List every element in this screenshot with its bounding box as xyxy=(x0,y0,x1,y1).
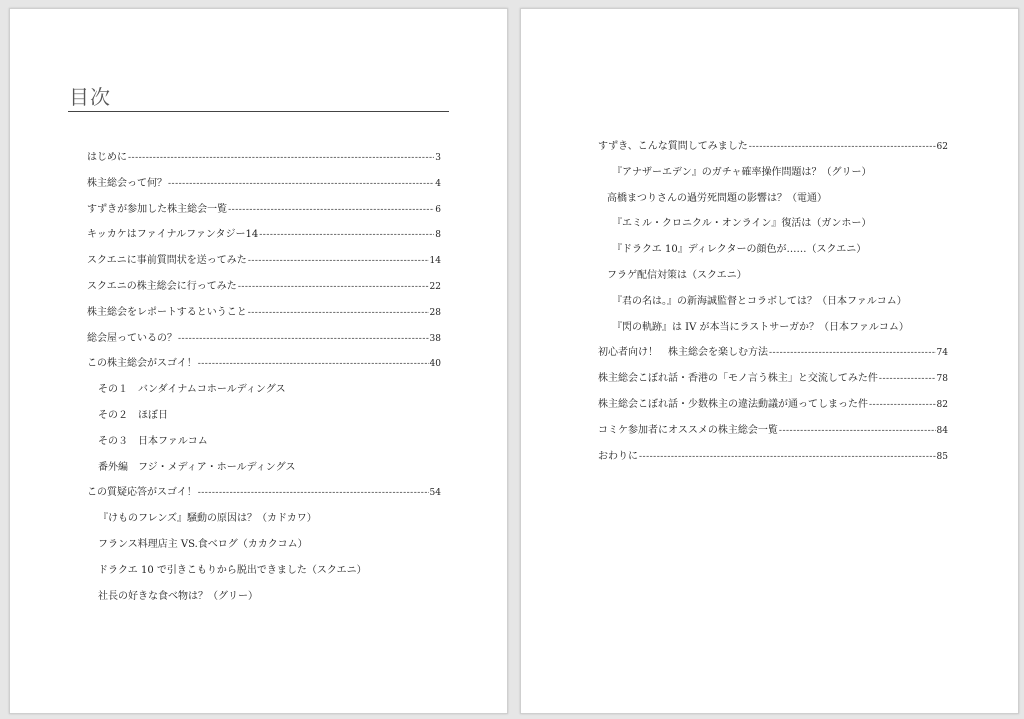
toc-entry-label: 株主総会をレポートするということ xyxy=(87,306,247,318)
right-page xyxy=(520,8,1019,714)
dot-leader xyxy=(168,172,434,197)
toc-list-left xyxy=(87,145,441,609)
toc-entry-page: 40 xyxy=(429,359,441,370)
toc-subentry[interactable] xyxy=(87,558,441,584)
toc-subentry[interactable] xyxy=(598,289,948,315)
toc-subentry-label: その１ バンダイナムコホールディングス xyxy=(98,384,286,396)
dot-leader xyxy=(879,367,936,392)
toc-entry-page: 84 xyxy=(936,425,948,436)
toc-entry-page: 22 xyxy=(429,281,441,292)
dot-leader xyxy=(639,445,936,470)
toc-entry-label: 初心者向け！ 株主総会を楽しむ方法 xyxy=(598,347,768,359)
toc-entry-label: スクエニの株主総会に行ってみた xyxy=(87,280,237,292)
dot-leader xyxy=(869,393,936,418)
toc-entry-label: すずきが参加した株主総会一覧 xyxy=(87,203,228,215)
toc-subentry[interactable] xyxy=(598,186,948,212)
toc-subentry-label: その２ ほぼ日 xyxy=(98,409,168,421)
toc-subentry-label: 『エミル・クロニクル・オンライン』復活は（ガンホー） xyxy=(612,218,872,230)
toc-subentry[interactable] xyxy=(598,263,948,289)
toc-subentry-label: その３ 日本ファルコム xyxy=(98,435,208,447)
toc-entry-label: キッカケはファイナルファンタジー14 xyxy=(87,229,259,241)
toc-list-right xyxy=(598,134,948,469)
toc-entry[interactable] xyxy=(87,300,441,326)
toc-subentry[interactable] xyxy=(87,377,441,403)
toc-entry[interactable] xyxy=(87,197,441,223)
toc-entry[interactable] xyxy=(598,366,948,392)
toc-entry-label: おわりに xyxy=(598,450,638,462)
toc-entry[interactable] xyxy=(87,248,441,274)
toc-entry-label: この株主総会がスゴイ！ xyxy=(87,358,197,370)
toc-entry[interactable] xyxy=(598,340,948,366)
toc-subentry-label: ドラクエ 10 で引きこもりから脱出できました（スクエニ） xyxy=(98,564,367,576)
toc-subentry[interactable] xyxy=(598,211,948,237)
toc-entry-label: 株主総会こぼれ話・少数株主の違法動議が通ってしまった件 xyxy=(598,398,868,410)
toc-subentry-label: フラゲ配信対策は（スクエニ） xyxy=(607,269,747,281)
toc-subentry[interactable] xyxy=(598,160,948,186)
toc-entry-page: 54 xyxy=(429,488,441,499)
toc-entry-label: はじめに xyxy=(87,152,127,163)
toc-subentry[interactable] xyxy=(87,506,441,532)
toc-subentry[interactable] xyxy=(598,237,948,263)
toc-subentry-label: 『君の名は。』の新海誠監督とコラボしては？（日本ファルコム） xyxy=(612,295,907,307)
dot-leader xyxy=(228,198,434,223)
toc-entry-label: スクエニに事前質問状を送ってみた xyxy=(87,255,247,267)
dot-leader xyxy=(779,419,936,444)
toc-subentry[interactable] xyxy=(87,429,441,455)
toc-entry-label: 総会屋っているの？ xyxy=(87,332,177,344)
toc-entry-page: 78 xyxy=(936,374,948,385)
dot-leader xyxy=(248,301,429,326)
toc-entry-page: 4 xyxy=(435,178,441,189)
toc-subentry[interactable] xyxy=(87,584,441,610)
toc-entry-page: 85 xyxy=(936,451,948,462)
toc-entry[interactable] xyxy=(87,222,441,248)
toc-entry-page: 6 xyxy=(435,204,441,215)
left-page xyxy=(9,8,508,714)
dot-leader xyxy=(198,352,429,377)
toc-entry[interactable] xyxy=(598,444,948,470)
dot-leader xyxy=(198,481,429,506)
toc-subentry[interactable] xyxy=(598,315,948,341)
toc-entry-label: 株主総会って何？ xyxy=(87,177,167,189)
dot-leader xyxy=(259,223,434,248)
toc-entry[interactable] xyxy=(87,351,441,377)
dot-leader xyxy=(128,146,434,171)
toc-subentry[interactable] xyxy=(87,532,441,558)
toc-entry-page: 8 xyxy=(435,230,441,241)
toc-entry[interactable] xyxy=(87,274,441,300)
toc-entry-page: 62 xyxy=(936,142,948,152)
toc-subentry[interactable] xyxy=(87,455,441,481)
toc-entry-page: 82 xyxy=(936,399,948,410)
toc-subentry-label: 番外編 フジ・メディア・ホールディングス xyxy=(98,461,296,473)
toc-entry[interactable] xyxy=(87,145,441,171)
toc-entry-label: すずき、こんな質問してみました xyxy=(598,141,748,152)
toc-subentry-label: 高橋まつりさんの過労死問題の影響は？（電通） xyxy=(607,192,827,204)
dot-leader xyxy=(178,327,429,352)
toc-subentry-label: 『けものフレンズ』騒動の原因は？（カドカワ） xyxy=(98,513,317,525)
toc-entry-page: 3 xyxy=(435,153,441,163)
toc-subentry-label: 『アナザーエデン』のガチャ確率操作問題は？（グリー） xyxy=(612,166,872,178)
toc-title: 目次 xyxy=(69,85,111,109)
toc-entry-page: 28 xyxy=(429,307,441,318)
toc-subentry-label: 『閃の軌跡』は IV が本当にラストサーガか？（日本ファルコム） xyxy=(612,321,909,333)
toc-entry[interactable] xyxy=(87,480,441,506)
toc-entry-page: 38 xyxy=(429,333,441,344)
toc-entry[interactable] xyxy=(598,392,948,418)
toc-entry[interactable] xyxy=(87,171,441,197)
dot-leader xyxy=(769,341,936,366)
toc-entry-label: コミケ参加者にオススメの株主総会一覧 xyxy=(598,424,778,436)
toc-entry[interactable] xyxy=(598,134,948,160)
toc-entry-label: 株主総会こぼれ話・香港の「モノ言う株主」と交流してみた件 xyxy=(598,373,878,385)
title-rule xyxy=(68,111,449,112)
toc-entry[interactable] xyxy=(87,326,441,352)
toc-entry-label: この質疑応答がスゴイ！ xyxy=(87,487,197,499)
toc-entry[interactable] xyxy=(598,418,948,444)
toc-entry-page: 74 xyxy=(936,348,948,359)
dot-leader xyxy=(749,135,936,160)
toc-entry-page: 14 xyxy=(429,256,441,267)
dot-leader xyxy=(238,275,429,300)
toc-subentry-label: 社長の好きな食べ物は？（グリー） xyxy=(98,590,258,602)
dot-leader xyxy=(248,249,429,274)
toc-subentry-label: フランス料理店主 VS.食べログ（カカクコム） xyxy=(98,538,308,550)
toc-subentry[interactable] xyxy=(87,403,441,429)
toc-subentry-label: 『ドラクエ 10』ディレクターの顔色が……（スクエニ） xyxy=(612,244,867,256)
